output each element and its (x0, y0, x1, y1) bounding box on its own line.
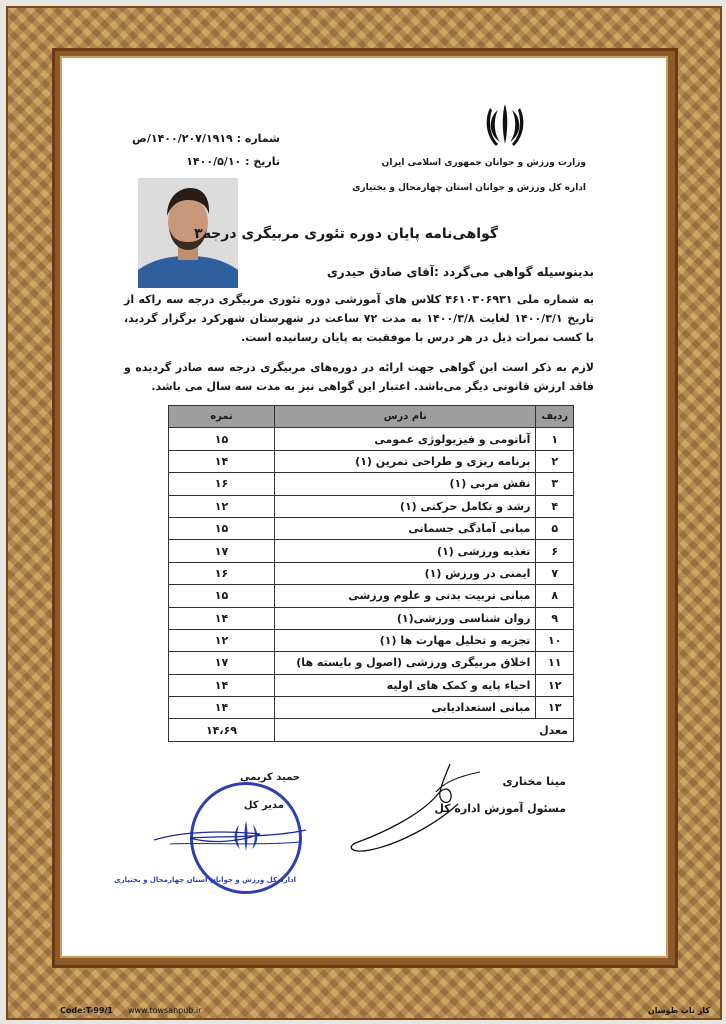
course-name: احیاء پایه و کمک های اولیه (275, 674, 536, 696)
row-number: ۱۱ (536, 652, 574, 674)
table-header-row (169, 406, 574, 428)
row-number: ۱۲ (536, 674, 574, 696)
course-grade: ۱۷ (169, 540, 275, 562)
row-number: ۱۳ (536, 697, 574, 719)
course-name: آناتومی و فیزیولوژی عمومی (275, 428, 536, 450)
ministry-name: وزارت ورزش و جوانان جمهوری اسلامی ایران (381, 158, 586, 168)
iran-emblem-icon (482, 100, 528, 150)
table-row (169, 629, 574, 651)
certificate-paragraph-2: لازم به ذکر است این گواهی جهت ارائه در دوره‌های مربیگری درجه سه صادر گردیده و فاقد ارزش قانونی دیگر می‌باشد. اعتبار این گواهی نیز به مدت سه سال می باشد. (124, 361, 594, 393)
average-label: معدل (275, 719, 574, 741)
course-name: روان شناسی ورزشی(۱) (275, 607, 536, 629)
average-value: ۱۴،۶۹ (169, 719, 275, 741)
table-row (169, 450, 574, 472)
column-header-course: نام درس (275, 406, 536, 428)
course-grade: ۱۵ (169, 585, 275, 607)
course-name: رشد و تکامل حرکتی (۱) (275, 495, 536, 517)
course-grade: ۱۶ (169, 562, 275, 584)
footer-website: www.towsanpub.ir (128, 1006, 202, 1015)
recipient-line: بدینوسیله گواهی می‌گردد :آقای صادق حیدری (326, 265, 594, 279)
course-grade: ۱۴ (169, 697, 275, 719)
footer-publisher: کار تاب طوسان (647, 1006, 710, 1015)
course-name: تغذیه ورزشی (۱) (275, 540, 536, 562)
row-number: ۱۰ (536, 629, 574, 651)
row-number: ۴ (536, 495, 574, 517)
table-row (169, 540, 574, 562)
course-grade: ۱۲ (169, 629, 275, 651)
course-grade: ۱۵ (169, 517, 275, 539)
signature-left-icon (150, 808, 310, 858)
row-number: ۳ (536, 473, 574, 495)
department-name: اداره کل ورزش و جوانان استان چهارمحال و بختیاری (352, 183, 586, 193)
course-grade: ۱۵ (169, 428, 275, 450)
column-header-grade: نمره (169, 406, 275, 428)
signer-left-name: حمید کریمی (240, 772, 300, 783)
table-row (169, 652, 574, 674)
course-grade: ۱۴ (169, 674, 275, 696)
column-header-row-number: ردیف (536, 406, 574, 428)
table-row (169, 495, 574, 517)
table-row (169, 473, 574, 495)
table-row (169, 674, 574, 696)
certificate-paragraph-1: به شماره ملی ۴۶۱۰۳۰۶۹۳۱ کلاس های آموزشی دوره تئوری مربیگری درجه سه راکه از تاریخ ۱۴۰۰/۳/۱ لغایت ۱۴۰۰/۳/۸ به مدت ۷۲ ساعت در شهرستان شهرکرد برگزار گردید، با کسب نمرات ذیل در هر درس با موفقیت به پایان رسانیده است. (124, 293, 595, 344)
course-name: تجزیه و تحلیل مهارت ها (۱) (275, 629, 536, 651)
course-name: برنامه ریزی و طراحی تمرین (۱) (275, 450, 536, 472)
course-grade: ۱۲ (169, 495, 275, 517)
table-row (169, 697, 574, 719)
course-name: نقش مربی (۱) (275, 473, 536, 495)
course-name: ایمنی در ورزش (۱) (275, 562, 536, 584)
course-name: مبانی تربیت بدنی و علوم ورزشی (275, 585, 536, 607)
row-number: ۱ (536, 428, 574, 450)
course-name: مبانی آمادگی جسمانی (275, 517, 536, 539)
row-number: ۹ (536, 607, 574, 629)
course-name: مبانی استعدادیابی (275, 697, 536, 719)
row-number: ۶ (536, 540, 574, 562)
signature-right-icon (340, 758, 490, 858)
certificate-title: گواهی‌نامه پایان دوره تئوری مربیگری درجه۳ (194, 226, 498, 242)
signer-left-title: مدیر کل (243, 800, 284, 811)
row-number: ۲ (536, 450, 574, 472)
row-number: ۸ (536, 585, 574, 607)
signer-right-title: مسئول آموزش اداره کل (434, 802, 566, 815)
table-row (169, 562, 574, 584)
grades-table (168, 405, 574, 742)
table-row (169, 428, 574, 450)
course-grade: ۱۷ (169, 652, 275, 674)
table-row (169, 585, 574, 607)
course-name: اخلاق مربیگری ورزشی (اصول و بایسته ها) (275, 652, 536, 674)
letter-date: تاریخ : ۱۴۰۰/۵/۱۰ (186, 155, 280, 168)
table-row (169, 607, 574, 629)
row-number: ۵ (536, 517, 574, 539)
stamp-text: اداره کل ورزش و جوانان استان چهارمحال و بختیاری (114, 876, 296, 884)
table-row (169, 517, 574, 539)
course-grade: ۱۴ (169, 450, 275, 472)
average-row (169, 719, 574, 741)
signer-right-name: مینا مختاری (502, 775, 566, 788)
course-grade: ۱۴ (169, 607, 275, 629)
row-number: ۷ (536, 562, 574, 584)
footer-code: Code:T-99/1 (60, 1006, 113, 1015)
letter-number: شماره : ۱۴۰۰/۲۰۷/۱۹۱۹/ص (132, 132, 280, 145)
course-grade: ۱۶ (169, 473, 275, 495)
